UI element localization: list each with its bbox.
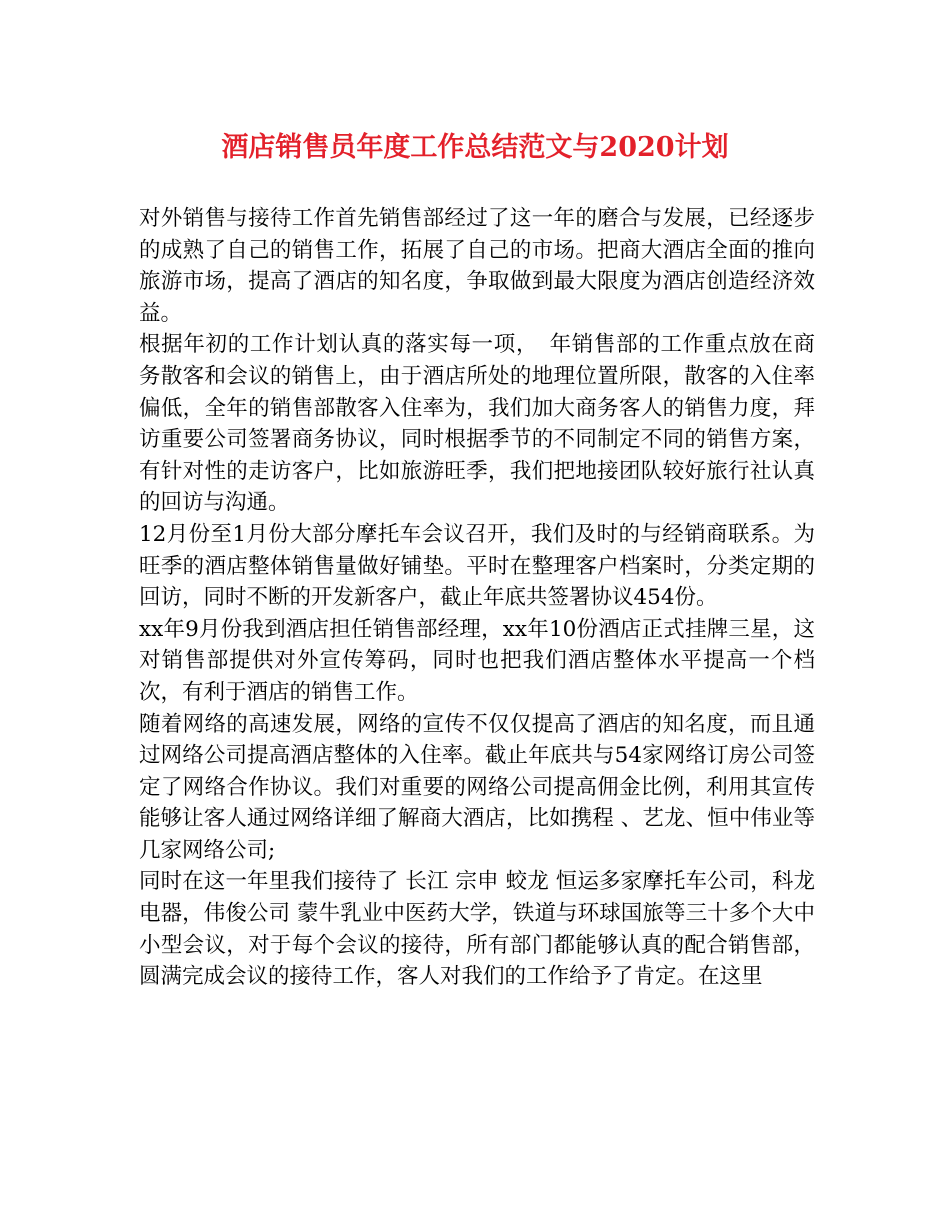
paragraph-motorcycle-meetings: 12月份至1月份大部分摩托车会议召开，我们及时的与经销商联系。为旺季的酒店整体销售量做好铺垫。平时在整理客户档案时，分类定期的回访，同时不断的开发新客户，截止年底共签署协议454份。	[139, 521, 815, 611]
paragraph-sales-overview: 对外销售与接待工作首先销售部经过了这一年的磨合与发展，已经逐步的成熟了自己的销售工作，拓展了自己的市场。把商大酒店全面的推向旅游市场，提高了酒店的知名度，争取做到最大限度为酒店创造经济效益。	[139, 206, 815, 326]
paragraph-annual-plan: 根据年初的工作计划认真的落实每一项， 年销售部的工作重点放在商务散客和会议的销售上，由于酒店所处的地理位置所限，散客的入住率偏低，全年的销售部散客入住率为，我们加大商务客人的销售力度，拜访重要公司签署商务协议，同时根据季节的不同制定不同的销售方案，有针对性的走访客户，比如旅游旺季，我们把地接团队较好旅行社认真的回访与沟通。	[139, 332, 815, 516]
document-body	[139, 203, 815, 993]
paragraph-conference-reception: 同时在这一年里我们接待了 长江 宗申 蛟龙 恒运多家摩托车公司，科龙电器，伟俊公司 蒙牛乳业中医药大学，铁道与环球国旅等三十多个大中小型会议，对于每个会议的接待，所有部门都能够认真的配合销售部，圆满完成会议的接待工作，客人对我们的工作给予了肯定。在这里	[139, 869, 815, 990]
paragraph-network-promotion: 随着网络的高速发展，网络的宣传不仅仅提高了酒店的知名度，而且通过网络公司提高酒店整体的入住率。截止年底共与54家网络订房公司签定了网络合作协议。我们对重要的网络公司提高佣金比例，利用其宣传能够让客人通过网络详细了解商大酒店，比如携程 、艺龙、恒中伟业等几家网络公司;	[139, 711, 815, 863]
document-title: 酒店销售员年度工作总结范文与2020计划	[221, 132, 729, 163]
paragraph-manager-appointment: xx年9月份我到酒店担任销售部经理，xx年10份酒店正式挂牌三星，这对销售部提供对外宣传筹码，同时也把我们酒店整体水平提高一个档次，有利于酒店的销售工作。	[139, 616, 815, 705]
